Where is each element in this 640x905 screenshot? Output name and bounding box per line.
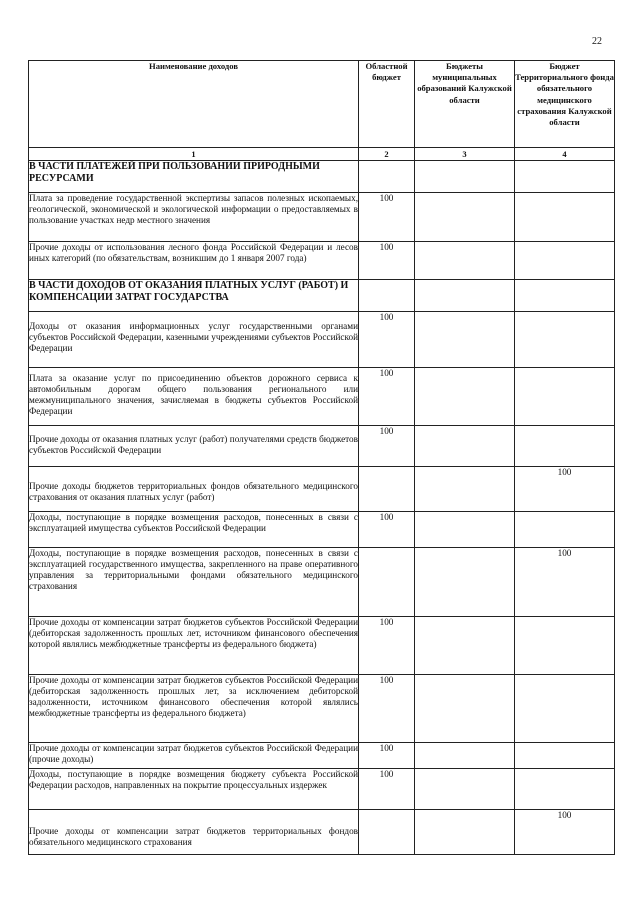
value-municipal [415, 675, 515, 743]
value-municipal [415, 743, 515, 769]
value-municipal [415, 617, 515, 675]
value-regional: 100 [359, 769, 415, 810]
column-number: 2 [359, 148, 415, 161]
value-tfoms [515, 161, 615, 193]
value-tfoms: 100 [515, 810, 615, 855]
value-tfoms [515, 193, 615, 242]
revenue-name: Плата за оказание услуг по присоединению объектов дорожного сервиса к автомобильным дорогам общего пользования регионального или межмуниципального значения, зачисляемая в бюджеты субъектов Российской Федерации [29, 368, 359, 426]
value-municipal [415, 810, 515, 855]
value-tfoms [515, 426, 615, 467]
section-row [29, 161, 615, 193]
table-row [29, 617, 615, 675]
table-row [29, 743, 615, 769]
value-municipal [415, 548, 515, 617]
revenue-name: Прочие доходы от компенсации затрат бюджетов субъектов Российской Федерации (дебиторская задолженность прошлых лет, источником финансового обеспечения которой являлись межбюджетные трансферты из федерального бюджета) [29, 617, 359, 675]
value-municipal [415, 426, 515, 467]
value-municipal [415, 769, 515, 810]
value-regional: 100 [359, 368, 415, 426]
value-municipal [415, 368, 515, 426]
table-row [29, 467, 615, 512]
value-tfoms [515, 312, 615, 368]
value-tfoms [515, 743, 615, 769]
table-row [29, 512, 615, 548]
value-municipal [415, 242, 515, 280]
header-municipal-budgets: Бюджеты муниципальных образований Калужской области [415, 61, 515, 148]
value-regional: 100 [359, 617, 415, 675]
revenue-name: Плата за проведение государственной экспертизы запасов полезных ископаемых, геологической, экономической и экологической информации о предоставляемых в пользование участках недр местного значения [29, 193, 359, 242]
table-row [29, 242, 615, 280]
table-header-row [29, 61, 615, 148]
column-number: 1 [29, 148, 359, 161]
revenue-name: Прочие доходы от оказания платных услуг (работ) получателями средств бюджетов субъектов Российской Федерации [29, 426, 359, 467]
revenue-name: Доходы, поступающие в порядке возмещения расходов, понесенных в связи с эксплуатацией государственного имущества, закрепленного на праве оперативного управления за территориальными фондами обязательного медицинского страхования [29, 548, 359, 617]
revenue-name: Доходы, поступающие в порядке возмещения расходов, понесенных в связи с эксплуатацией имущества субъектов Российской Федерации [29, 512, 359, 548]
table-row [29, 675, 615, 743]
table-row [29, 193, 615, 242]
value-regional: 100 [359, 512, 415, 548]
column-number: 3 [415, 148, 515, 161]
value-regional [359, 467, 415, 512]
table-row [29, 368, 615, 426]
section-title: В ЧАСТИ ПЛАТЕЖЕЙ ПРИ ПОЛЬЗОВАНИИ ПРИРОДНЫМИ РЕСУРСАМИ [29, 161, 359, 193]
value-municipal [415, 512, 515, 548]
revenue-name: Доходы, поступающие в порядке возмещения бюджету субъекта Российской Федерации расходов, направленных на покрытие процессуальных издержек [29, 769, 359, 810]
column-number-row [29, 148, 615, 161]
value-tfoms: 100 [515, 467, 615, 512]
table-row [29, 548, 615, 617]
value-municipal [415, 280, 515, 312]
value-regional: 100 [359, 242, 415, 280]
value-regional: 100 [359, 675, 415, 743]
value-tfoms [515, 675, 615, 743]
revenue-name: Прочие доходы от компенсации затрат бюджетов субъектов Российской Федерации (дебиторская задолженность прошлых лет, за исключением дебиторской задолженности, источником финансового обеспечения которой являлись межбюджетные трансферты из федерального бюджета) [29, 675, 359, 743]
value-municipal [415, 193, 515, 242]
value-regional: 100 [359, 743, 415, 769]
value-municipal [415, 312, 515, 368]
value-tfoms [515, 368, 615, 426]
value-tfoms: 100 [515, 548, 615, 617]
value-tfoms [515, 617, 615, 675]
value-municipal [415, 467, 515, 512]
header-revenue-name: Наименование доходов [29, 61, 359, 148]
header-regional-budget: Областной бюджет [359, 61, 415, 148]
revenue-name: Прочие доходы от использования лесного фонда Российской Федерации и лесов иных категорий (по обязательствам, возникшим до 1 января 2007 года) [29, 242, 359, 280]
section-title: В ЧАСТИ ДОХОДОВ ОТ ОКАЗАНИЯ ПЛАТНЫХ УСЛУГ (РАБОТ) И КОМПЕНСАЦИИ ЗАТРАТ ГОСУДАРСТВА [29, 280, 359, 312]
column-number: 4 [515, 148, 615, 161]
revenue-name: Прочие доходы от компенсации затрат бюджетов территориальных фондов обязательного медицинского страхования [29, 810, 359, 855]
revenue-name: Прочие доходы бюджетов территориальных фондов обязательного медицинского страхования от оказания платных услуг (работ) [29, 467, 359, 512]
table-row [29, 810, 615, 855]
table-row [29, 769, 615, 810]
table-row [29, 312, 615, 368]
revenue-name: Доходы от оказания информационных услуг государственными органами субъектов Российской Федерации, казенными учреждениями субъектов Российской Федерации [29, 312, 359, 368]
page-number: 22 [592, 36, 602, 47]
value-regional [359, 810, 415, 855]
value-municipal [415, 161, 515, 193]
value-regional: 100 [359, 312, 415, 368]
value-tfoms [515, 280, 615, 312]
section-row [29, 280, 615, 312]
revenue-name: Прочие доходы от компенсации затрат бюджетов субъектов Российской Федерации (прочие доходы) [29, 743, 359, 769]
table-row [29, 426, 615, 467]
revenue-distribution-table [28, 60, 615, 855]
value-regional: 100 [359, 193, 415, 242]
value-regional [359, 548, 415, 617]
value-regional [359, 280, 415, 312]
value-regional [359, 161, 415, 193]
header-tfoms-budget: Бюджет Территориального фонда обязательного медицинского страхования Калужской области [515, 61, 615, 148]
value-regional: 100 [359, 426, 415, 467]
value-tfoms [515, 512, 615, 548]
value-tfoms [515, 242, 615, 280]
value-tfoms [515, 769, 615, 810]
